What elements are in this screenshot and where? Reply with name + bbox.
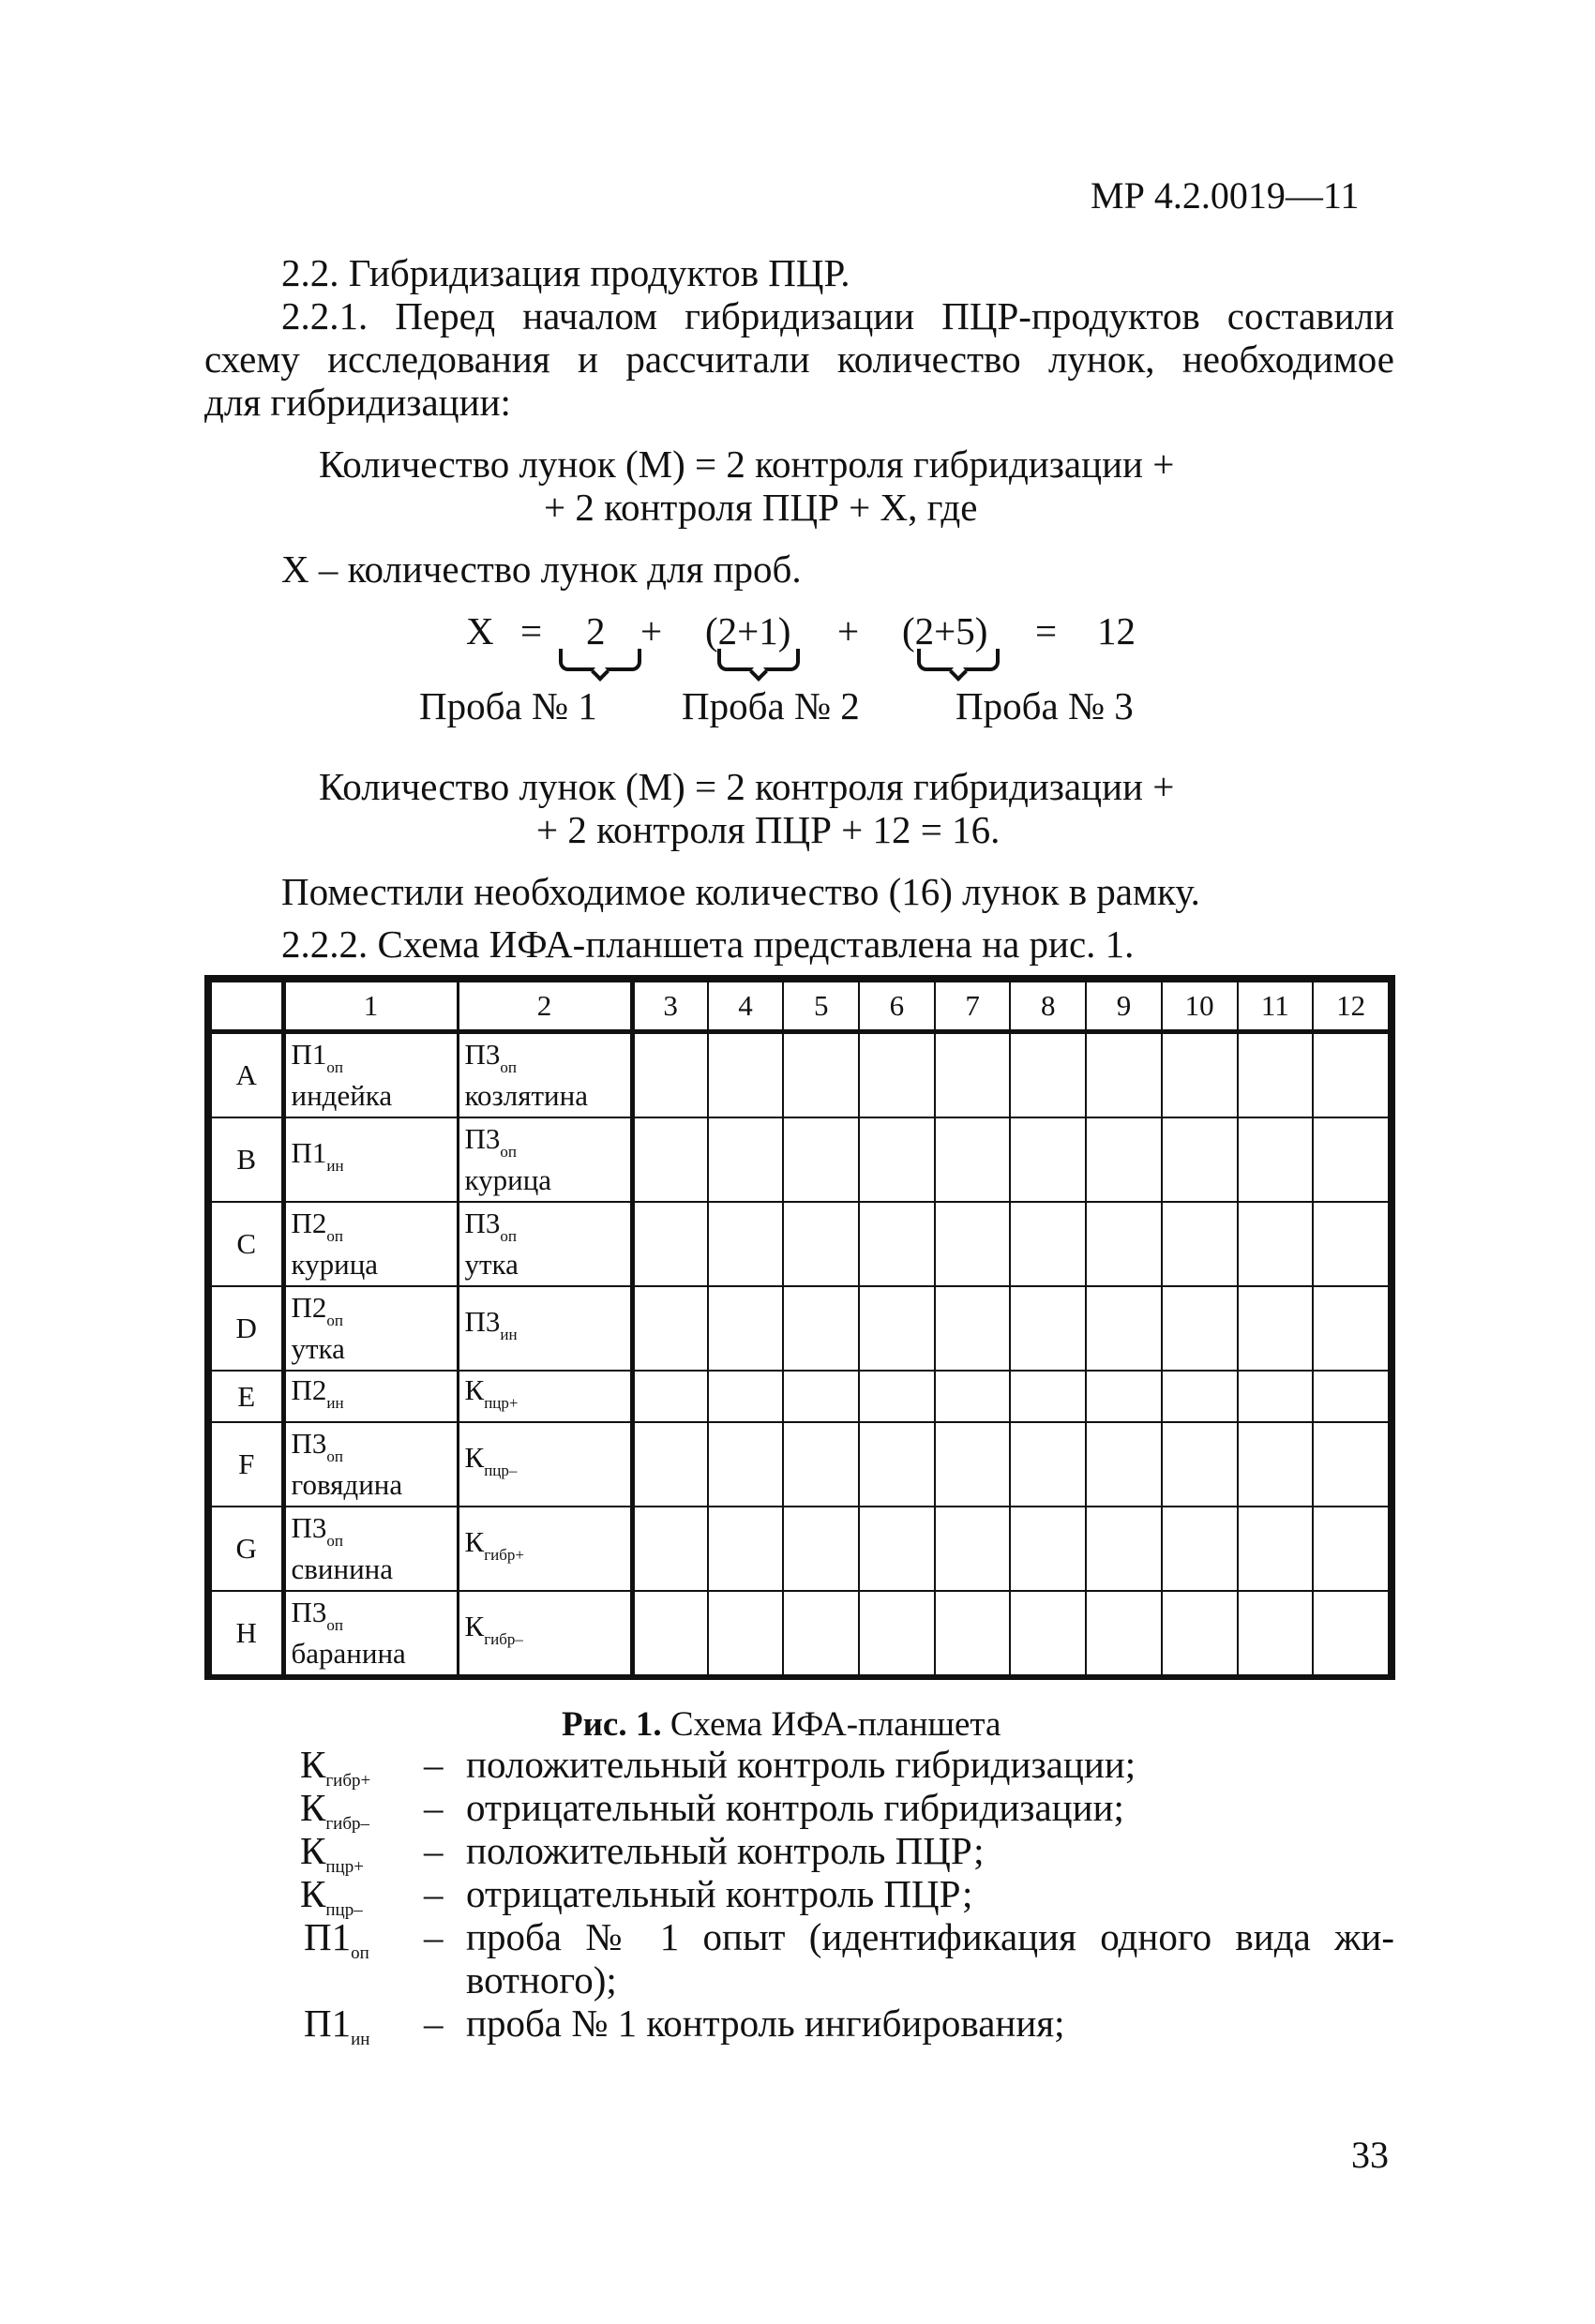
- plate-well-empty: [1238, 1591, 1314, 1674]
- legend-symbol-subscript: ин: [351, 2030, 370, 2049]
- plate-well: [458, 1507, 632, 1591]
- plate-column-header: 7: [935, 982, 1011, 1032]
- plate-column-header: 10: [1162, 982, 1238, 1032]
- plate-well-empty: [1086, 1371, 1162, 1422]
- plate-well-empty: [935, 1507, 1011, 1591]
- plate-row-label: D: [211, 1286, 283, 1371]
- plate-well-empty: [1010, 1507, 1086, 1591]
- well-sample-code: [291, 1038, 451, 1082]
- plate-well: [458, 1591, 632, 1674]
- plate-header-row: [211, 982, 1389, 1032]
- plate-row-label: A: [211, 1032, 283, 1118]
- plate-well-empty: [708, 1591, 784, 1674]
- well-sample-species: индейка: [291, 1079, 393, 1113]
- plate-well-empty: [708, 1032, 784, 1118]
- legend-symbol-subscript: пцр+: [325, 1857, 364, 1877]
- legend-description: отрицательный контроль ПЦР;: [466, 1872, 973, 1915]
- plate-well-empty: [632, 1117, 708, 1202]
- well-sample-subscript: гибр–: [484, 1630, 523, 1649]
- eq-result: 12: [1097, 609, 1136, 652]
- plate-well-empty: [1010, 1032, 1086, 1118]
- plate-row-label: B: [211, 1117, 283, 1202]
- plate-well-empty: [1086, 1202, 1162, 1286]
- well-sample-species: утка: [291, 1332, 345, 1366]
- x-definition: X – количество лунок для проб.: [281, 547, 802, 591]
- plate-well-empty: [1313, 1507, 1389, 1591]
- paragraph-2-2-2: 2.2.2. Схема ИФА-планшета представлена на рис. 1.: [281, 922, 1135, 966]
- plate-row-label: F: [211, 1422, 283, 1507]
- plate-well-empty: [1238, 1117, 1314, 1202]
- well-sample-code: [291, 1511, 451, 1555]
- well-sample-species: баранина: [291, 1637, 406, 1671]
- plate-row: [211, 1507, 1389, 1591]
- legend-symbol-subscript: гибр+: [325, 1771, 371, 1791]
- plate-well-empty: [859, 1422, 935, 1507]
- plate-row: [211, 1032, 1389, 1118]
- plate-well: [283, 1202, 458, 1286]
- plate-column-header: 12: [1313, 982, 1389, 1032]
- plate-column-header: 6: [859, 982, 935, 1032]
- plate-well-empty: [1010, 1371, 1086, 1422]
- eq-label-1: Проба № 1: [419, 684, 597, 727]
- plate-well-empty: [1162, 1202, 1238, 1286]
- plate-well-empty: [859, 1202, 935, 1286]
- legend-description: положительный контроль гибридизации;: [466, 1743, 1136, 1786]
- well-sample-main: П3: [291, 1511, 327, 1545]
- legend-symbol-subscript: оп: [351, 1943, 369, 1963]
- eq-x: X: [466, 609, 494, 652]
- plate-well-empty: [783, 1202, 859, 1286]
- plate-well: [458, 1117, 632, 1202]
- well-sample-subscript: оп: [500, 1143, 517, 1162]
- plate-well-empty: [708, 1422, 784, 1507]
- plate-table: [210, 981, 1390, 1674]
- well-sample-main: П1: [291, 1038, 327, 1072]
- plate-well-empty: [859, 1591, 935, 1674]
- legend-description: отрицательный контроль гибридизации;: [466, 1786, 1124, 1829]
- plate-well-empty: [1086, 1032, 1162, 1118]
- plate-well-empty: [1238, 1032, 1314, 1118]
- legend-symbol: [304, 2001, 407, 2050]
- plate-well-empty: [708, 1117, 784, 1202]
- plate-well-empty: [1162, 1371, 1238, 1422]
- plate-well: [283, 1117, 458, 1202]
- underbrace-1: [559, 649, 641, 671]
- plate-row-label: G: [211, 1507, 283, 1591]
- plate-well-empty: [1086, 1286, 1162, 1371]
- legend-dash: –: [424, 1743, 444, 1786]
- plate-well-empty: [859, 1507, 935, 1591]
- plate-row: [211, 1286, 1389, 1371]
- well-sample-subscript: оп: [326, 1447, 343, 1465]
- plate-well: [283, 1422, 458, 1507]
- plate-well: [458, 1286, 632, 1371]
- well-sample-main: П1: [291, 1136, 327, 1170]
- plate-well-empty: [935, 1591, 1011, 1674]
- plate-well-empty: [1010, 1286, 1086, 1371]
- section-title: 2.2. Гибридизация продуктов ПЦР.: [281, 251, 850, 294]
- paragraph-2-2-1-line2: схему исследования и рассчитали количество лунок, необходимое: [204, 337, 1394, 381]
- plate-well-empty: [935, 1202, 1011, 1286]
- legend-description-continued: вотного);: [466, 1958, 617, 2002]
- well-sample-subscript: оп: [500, 1227, 517, 1246]
- eq-term1: 2: [586, 609, 606, 652]
- formula1-line2: + 2 контроля ПЦР + X, где: [544, 486, 978, 529]
- plate-well: [283, 1286, 458, 1371]
- plate-column-header: 2: [458, 982, 632, 1032]
- well-sample-species: козлятина: [464, 1079, 588, 1113]
- plate-well-empty: [783, 1422, 859, 1507]
- eq-plus2: +: [837, 609, 860, 652]
- well-sample-code: [464, 1122, 624, 1166]
- plate-well-empty: [1162, 1032, 1238, 1118]
- plate-well-empty: [1162, 1117, 1238, 1202]
- well-sample-subscript: оп: [326, 1227, 343, 1246]
- well-sample-subscript: пцр–: [484, 1461, 518, 1479]
- plate-well-empty: [1010, 1117, 1086, 1202]
- legend-description: проба № 1 опыт (идентификация одного вида жи-: [466, 1915, 1394, 1958]
- plate-well-empty: [783, 1032, 859, 1118]
- plate-well-empty: [859, 1032, 935, 1118]
- plate-well-empty: [783, 1371, 859, 1422]
- plate-well-empty: [1238, 1371, 1314, 1422]
- legend-dash: –: [424, 2002, 444, 2045]
- well-sample-subscript: гибр+: [484, 1546, 524, 1565]
- well-sample-subscript: оп: [500, 1058, 517, 1077]
- eq-equals2: =: [1035, 609, 1058, 652]
- plate-well-empty: [783, 1117, 859, 1202]
- plate-row: [211, 1422, 1389, 1507]
- plate-column-header: 11: [1238, 982, 1314, 1032]
- eq-term2: (2+1): [705, 609, 791, 652]
- plate-well-empty: [1162, 1422, 1238, 1507]
- plate-well-empty: [1238, 1202, 1314, 1286]
- plate-well-empty: [708, 1507, 784, 1591]
- plate-well: [458, 1202, 632, 1286]
- plate-well-empty: [632, 1032, 708, 1118]
- well-sample-code: [292, 1598, 451, 1640]
- legend-symbol-subscript: пцр–: [325, 1900, 363, 1920]
- eq-plus1: +: [640, 609, 663, 652]
- eq-term3: (2+5): [902, 609, 988, 652]
- plate-well-empty: [1313, 1202, 1389, 1286]
- plate-well-empty: [632, 1371, 708, 1422]
- legend-symbol-main: К: [300, 1872, 326, 1915]
- well-sample-subscript: оп: [326, 1312, 343, 1330]
- well-sample-subscript: оп: [326, 1532, 343, 1551]
- plate-well-empty: [935, 1117, 1011, 1202]
- legend-symbol-main: П1: [304, 1915, 352, 1958]
- plate-well-empty: [632, 1507, 708, 1591]
- legend-symbol-main: К: [300, 1829, 326, 1872]
- plate-well: [283, 1032, 458, 1118]
- plate-well-empty: [708, 1371, 784, 1422]
- well-sample-species: курица: [464, 1163, 552, 1197]
- plate-well-empty: [708, 1286, 784, 1371]
- well-sample-main: К: [464, 1525, 485, 1559]
- plate-well-empty: [632, 1422, 708, 1507]
- figure-caption-text: Схема ИФА-планшета: [661, 1705, 1001, 1744]
- plate-well-empty: [783, 1507, 859, 1591]
- legend-symbol: [304, 1914, 407, 1964]
- well-sample-main: К: [464, 1372, 485, 1406]
- plate-corner-cell: [211, 982, 283, 1032]
- well-sample-code: [464, 1525, 624, 1569]
- eq-label-3: Проба № 3: [955, 684, 1134, 727]
- plate-well-empty: [1086, 1591, 1162, 1674]
- well-sample-main: П3: [464, 1122, 501, 1156]
- plate-well-empty: [708, 1202, 784, 1286]
- well-sample-main: П3: [291, 1596, 327, 1629]
- well-sample-main: П2: [291, 1207, 327, 1240]
- well-sample-code: [291, 1426, 451, 1471]
- plate-column-header: 9: [1086, 982, 1162, 1032]
- well-sample-main: П2: [291, 1372, 327, 1406]
- plate-row: [211, 1371, 1389, 1422]
- well-sample-code: [464, 1372, 624, 1417]
- well-sample-subscript: ин: [326, 1393, 344, 1412]
- plate-well-empty: [1010, 1591, 1086, 1674]
- plate-row: [211, 1117, 1389, 1202]
- well-sample-code: [291, 1136, 451, 1180]
- well-sample-species: утка: [464, 1248, 519, 1282]
- plate-well: [283, 1507, 458, 1591]
- plate-well-empty: [1086, 1117, 1162, 1202]
- plate-well-empty: [935, 1422, 1011, 1507]
- elisa-plate-scheme: [204, 975, 1395, 1680]
- plate-column-header: 5: [783, 982, 859, 1032]
- plate-row-label: C: [211, 1202, 283, 1286]
- legend-dash: –: [424, 1915, 444, 1958]
- plate-well-empty: [1162, 1507, 1238, 1591]
- formula2-line1: Количество лунок (М) = 2 контроля гибридизации +: [319, 765, 1175, 808]
- plate-well-empty: [783, 1591, 859, 1674]
- plate-well-empty: [1162, 1591, 1238, 1674]
- well-sample-species: говядина: [291, 1467, 403, 1501]
- plate-row-label: E: [211, 1371, 283, 1422]
- well-sample-species: свинина: [291, 1552, 394, 1586]
- plate-well-empty: [1313, 1117, 1389, 1202]
- well-sample-code: [464, 1440, 624, 1485]
- formula1-line1: Количество лунок (М) = 2 контроля гибридизации +: [319, 442, 1175, 486]
- legend-symbol-main: К: [300, 1743, 326, 1786]
- plate-well-empty: [632, 1202, 708, 1286]
- well-sample-subscript: ин: [500, 1326, 518, 1344]
- plate-well-empty: [1010, 1422, 1086, 1507]
- placed-text: Поместили необходимое количество (16) лунок в рамку.: [281, 870, 1200, 913]
- plate-well-empty: [859, 1286, 935, 1371]
- well-sample-code: [292, 1209, 451, 1251]
- well-sample-main: П3: [291, 1426, 327, 1460]
- plate-column-header: 4: [708, 982, 784, 1032]
- well-sample-main: П2: [291, 1291, 327, 1325]
- well-sample-code: [464, 1305, 624, 1349]
- plate-row-label: H: [211, 1591, 283, 1674]
- page-number: 33: [1351, 2134, 1389, 2176]
- underbrace-2: [717, 649, 800, 671]
- plate-column-header: 1: [283, 982, 458, 1032]
- plate-well: [458, 1422, 632, 1507]
- legend-symbol-main: П1: [304, 2002, 352, 2045]
- plate-well-empty: [1086, 1422, 1162, 1507]
- eq-equals: =: [520, 609, 543, 652]
- well-sample-main: П3: [464, 1207, 501, 1240]
- well-sample-code: [291, 1291, 451, 1335]
- legend-symbol-main: К: [300, 1786, 326, 1829]
- plate-well-empty: [1313, 1591, 1389, 1674]
- well-sample-species: курица: [291, 1248, 379, 1282]
- well-sample-main: К: [464, 1440, 485, 1474]
- plate-column-header: 8: [1010, 982, 1086, 1032]
- underbrace-3: [917, 649, 1000, 671]
- document-code: МР 4.2.0019—11: [1091, 174, 1360, 217]
- plate-well-empty: [1086, 1507, 1162, 1591]
- well-sample-code: [465, 1209, 624, 1251]
- well-sample-code: [464, 1038, 624, 1082]
- well-sample-subscript: оп: [326, 1058, 343, 1077]
- well-sample-subscript: пцр+: [484, 1393, 519, 1412]
- plate-well: [458, 1032, 632, 1118]
- plate-well: [458, 1371, 632, 1422]
- figure-caption: [562, 1704, 1001, 1745]
- well-sample-main: П3: [464, 1305, 501, 1339]
- legend-dash: –: [424, 1829, 444, 1872]
- plate-well-empty: [1313, 1422, 1389, 1507]
- plate-well-empty: [632, 1591, 708, 1674]
- plate-well-empty: [935, 1032, 1011, 1118]
- plate-well-empty: [1162, 1286, 1238, 1371]
- well-sample-main: П3: [464, 1038, 501, 1072]
- plate-well-empty: [783, 1286, 859, 1371]
- plate-well-empty: [632, 1286, 708, 1371]
- well-sample-code: [291, 1372, 451, 1417]
- legend-dash: –: [424, 1872, 444, 1915]
- plate-well-empty: [935, 1371, 1011, 1422]
- legend-description: проба № 1 контроль ингибирования;: [466, 2002, 1065, 2045]
- well-sample-main: К: [464, 1610, 485, 1643]
- plate-well-empty: [1313, 1371, 1389, 1422]
- well-sample-subscript: оп: [326, 1616, 343, 1635]
- well-sample-code: [465, 1612, 624, 1654]
- plate-column-header: 3: [632, 982, 708, 1032]
- legend-dash: –: [424, 1786, 444, 1829]
- plate-well-empty: [1313, 1032, 1389, 1118]
- plate-well-empty: [935, 1286, 1011, 1371]
- paragraph-2-2-1-line1: 2.2.1. Перед началом гибридизации ПЦР-продуктов составили: [281, 294, 1394, 337]
- plate-well: [283, 1591, 458, 1674]
- plate-well-empty: [1238, 1422, 1314, 1507]
- figure-caption-label: Рис. 1.: [562, 1705, 662, 1744]
- legend-description: положительный контроль ПЦР;: [466, 1829, 985, 1872]
- plate-row: [211, 1591, 1389, 1674]
- plate-well-empty: [1010, 1202, 1086, 1286]
- plate-row: [211, 1202, 1389, 1286]
- plate-well-empty: [1238, 1507, 1314, 1591]
- plate-well-empty: [859, 1371, 935, 1422]
- paragraph-2-2-1-line3: для гибридизации:: [204, 381, 511, 424]
- plate-well-empty: [859, 1117, 935, 1202]
- plate-well-empty: [1238, 1286, 1314, 1371]
- plate-well: [283, 1371, 458, 1422]
- formula2-line2: + 2 контроля ПЦР + 12 = 16.: [536, 808, 1001, 851]
- eq-label-2: Проба № 2: [682, 684, 860, 727]
- plate-well-empty: [1313, 1286, 1389, 1371]
- well-sample-subscript: ин: [326, 1157, 344, 1176]
- legend-symbol-subscript: гибр–: [325, 1814, 369, 1834]
